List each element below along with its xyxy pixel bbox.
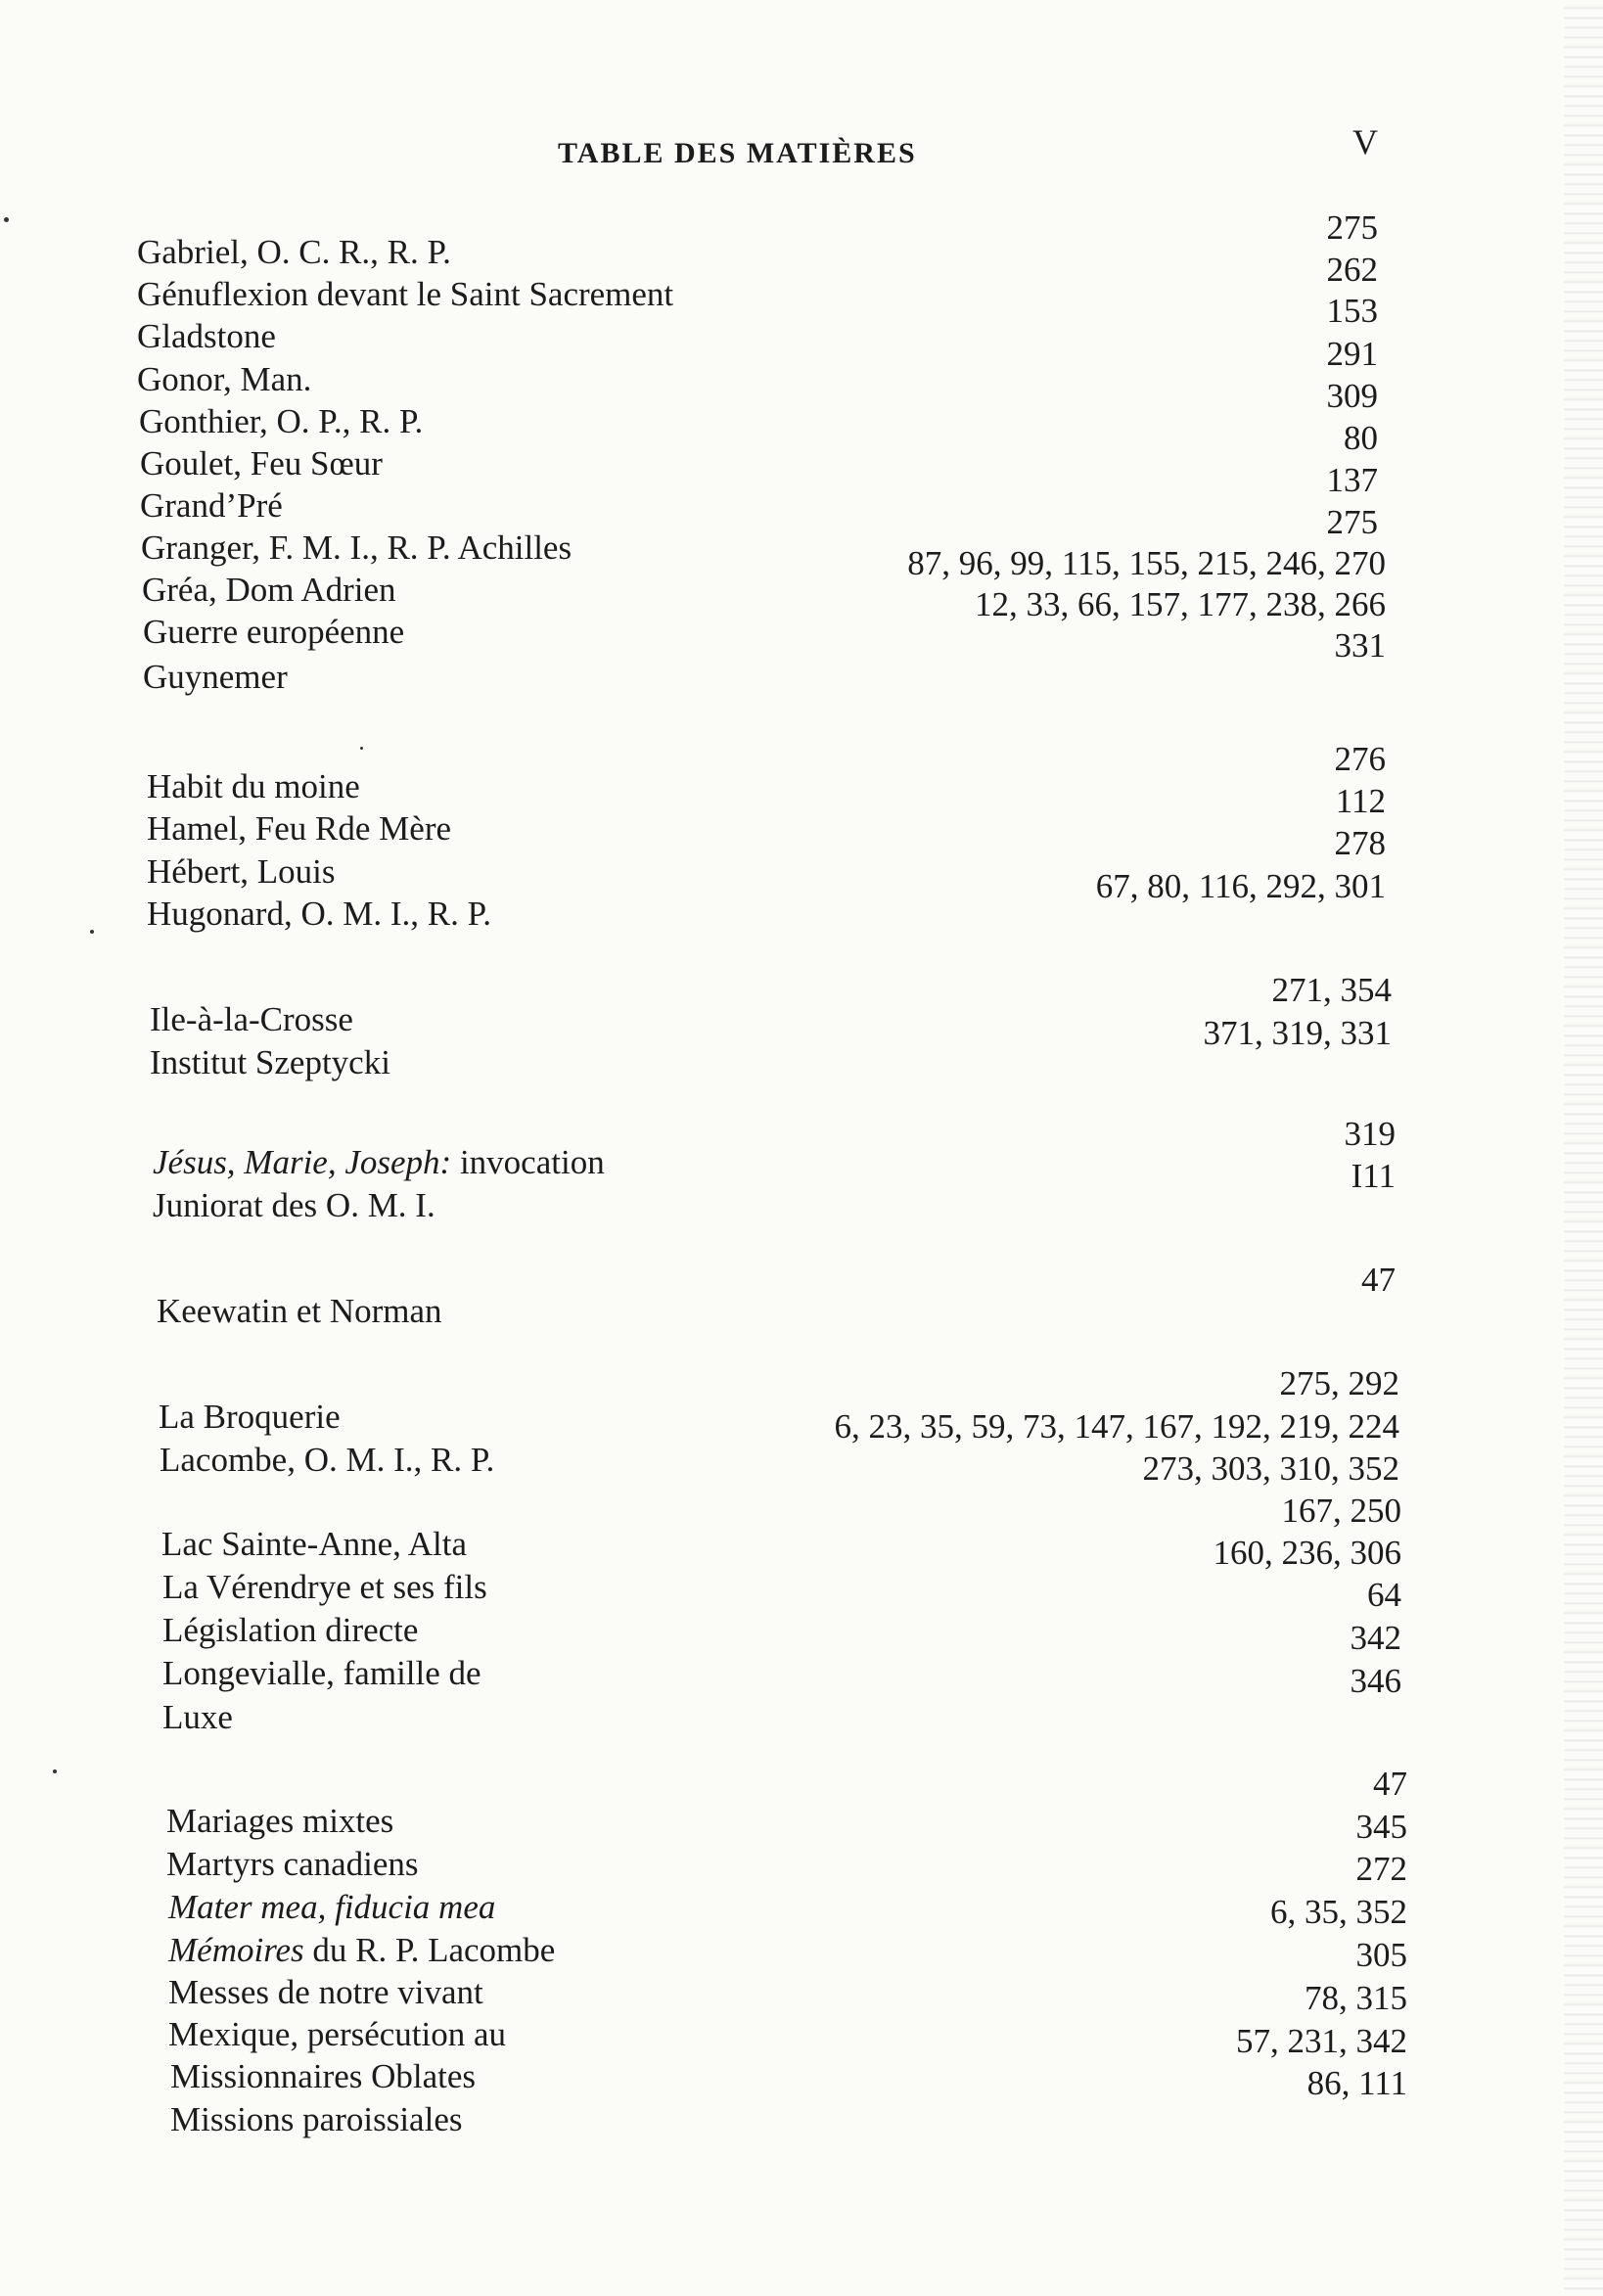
index-entry-pages: 137 bbox=[1326, 461, 1378, 499]
index-entry-pages: 64 bbox=[1367, 1576, 1401, 1614]
index-entry-name: Guerre européenne bbox=[143, 613, 405, 651]
index-entry-pages: 47 bbox=[1361, 1261, 1396, 1299]
index-entry-pages: 309 bbox=[1326, 377, 1378, 415]
index-entry-pages: 153 bbox=[1326, 292, 1378, 330]
index-entry-pages: 273, 303, 310, 352 bbox=[1142, 1449, 1399, 1488]
index-entry-name: Mexique, persécution au bbox=[168, 2015, 507, 2053]
index-entry-pages: 345 bbox=[1355, 1808, 1407, 1846]
index-entry-name: Génuflexion devant le Saint Sacrement bbox=[137, 275, 674, 313]
index-entry-name: Goulet, Feu Sœur bbox=[140, 444, 383, 482]
index-entry-pages: 371, 319, 331 bbox=[1203, 1014, 1392, 1052]
index-entry-pages: 80 bbox=[1344, 419, 1378, 457]
index-entry-name: Hugonard, O. M. I., R. P. bbox=[147, 895, 491, 933]
index-entry-pages: 275 bbox=[1326, 503, 1378, 541]
index-entry-name: Martyrs canadiens bbox=[166, 1845, 419, 1883]
index-entry-name: Gabriel, O. C. R., R. P. bbox=[137, 233, 451, 271]
index-entry-name: Mater mea, fiducia mea bbox=[168, 1888, 496, 1926]
index-entry-name: Lacombe, O. M. I., R. P. bbox=[160, 1441, 495, 1479]
index-entry-name: Gonthier, O. P., R. P. bbox=[139, 402, 424, 440]
index-entry-name: Mémoires du R. P. Lacombe bbox=[168, 1931, 556, 1969]
index-entry-pages: 160, 236, 306 bbox=[1213, 1534, 1401, 1572]
index-entry-pages: 331 bbox=[1334, 626, 1386, 665]
index-entry-name: Gladstone bbox=[137, 317, 276, 355]
page-number: V bbox=[1352, 122, 1378, 161]
index-entry-pages: 275 bbox=[1326, 208, 1378, 247]
index-entry-name: Jésus, Marie, Joseph: invocation bbox=[153, 1143, 605, 1181]
index-entry-pages: 319 bbox=[1344, 1115, 1396, 1153]
index-entry-pages: 275, 292 bbox=[1279, 1364, 1399, 1402]
index-entry-name: Grand’Pré bbox=[140, 486, 283, 525]
index-entry-pages: 78, 315 bbox=[1305, 1979, 1407, 2017]
index-entry-pages: 167, 250 bbox=[1281, 1492, 1401, 1530]
index-entry-pages: 342 bbox=[1350, 1619, 1401, 1657]
index-entry-name: Keewatin et Norman bbox=[157, 1292, 442, 1330]
index-entry-name: Missionnaires Oblates bbox=[170, 2057, 477, 2095]
index-entry-name: Missions paroissiales bbox=[170, 2100, 463, 2138]
page-header-title: TABLE DES MATIÈRES bbox=[558, 137, 917, 169]
index-entry-pages: 291 bbox=[1326, 335, 1378, 373]
index-entry-pages: 12, 33, 66, 157, 177, 238, 266 bbox=[975, 585, 1386, 623]
index-entry-pages: 87, 96, 99, 115, 155, 215, 246, 270 bbox=[907, 544, 1386, 582]
ink-speck bbox=[53, 1769, 57, 1773]
index-entry-pages: 112 bbox=[1335, 782, 1386, 820]
page-edge-noise bbox=[1564, 0, 1603, 2296]
index-entry-pages: 6, 35, 352 bbox=[1270, 1893, 1407, 1931]
index-entry-pages: 278 bbox=[1334, 824, 1386, 862]
index-entry-name: Guynemer bbox=[143, 658, 288, 696]
index-entry-name: Messes de notre vivant bbox=[168, 1973, 483, 2011]
ink-speck bbox=[360, 747, 363, 750]
index-entry-name: Hébert, Louis bbox=[147, 852, 336, 891]
index-entry-pages: 305 bbox=[1355, 1936, 1407, 1974]
index-entry-name: Lac Sainte-Anne, Alta bbox=[161, 1525, 467, 1563]
index-entry-name: Ile-à-la-Crosse bbox=[150, 1000, 353, 1038]
index-entry-name: Institut Szeptycki bbox=[150, 1043, 390, 1081]
index-entry-pages: 47 bbox=[1373, 1765, 1407, 1803]
index-entry-pages: 346 bbox=[1350, 1662, 1401, 1700]
ink-speck bbox=[4, 217, 9, 222]
index-entry-name: La Vérendrye et ses fils bbox=[162, 1568, 487, 1606]
index-entry-name: Juniorat des O. M. I. bbox=[153, 1186, 435, 1224]
index-entry-name: Longevialle, famille de bbox=[162, 1654, 481, 1692]
index-entry-pages: 272 bbox=[1355, 1850, 1407, 1888]
index-entry-name: Gréa, Dom Adrien bbox=[142, 571, 396, 609]
index-entry-pages: I11 bbox=[1351, 1157, 1396, 1195]
index-entry-pages: 86, 111 bbox=[1306, 2064, 1407, 2102]
index-entry-name: La Broquerie bbox=[159, 1398, 341, 1436]
index-entry-name: Granger, F. M. I., R. P. Achilles bbox=[141, 528, 572, 567]
index-entry-name: Gonor, Man. bbox=[137, 360, 312, 398]
index-entry-name: Législation directe bbox=[162, 1611, 419, 1649]
index-entry-pages: 57, 231, 342 bbox=[1236, 2022, 1407, 2060]
index-entry-name: Habit du moine bbox=[147, 767, 360, 805]
index-entry-pages: 276 bbox=[1334, 740, 1386, 778]
ink-speck bbox=[90, 930, 94, 934]
index-entry-pages: 67, 80, 116, 292, 301 bbox=[1095, 867, 1386, 905]
index-entry-pages: 262 bbox=[1326, 251, 1378, 289]
index-entry-pages: 6, 23, 35, 59, 73, 147, 167, 192, 219, 224 bbox=[834, 1407, 1399, 1446]
index-entry-name: Mariages mixtes bbox=[166, 1802, 394, 1840]
index-entry-pages: 271, 354 bbox=[1271, 971, 1392, 1009]
index-entry-name: Hamel, Feu Rde Mère bbox=[147, 809, 452, 848]
index-entry-name: Luxe bbox=[162, 1698, 233, 1736]
